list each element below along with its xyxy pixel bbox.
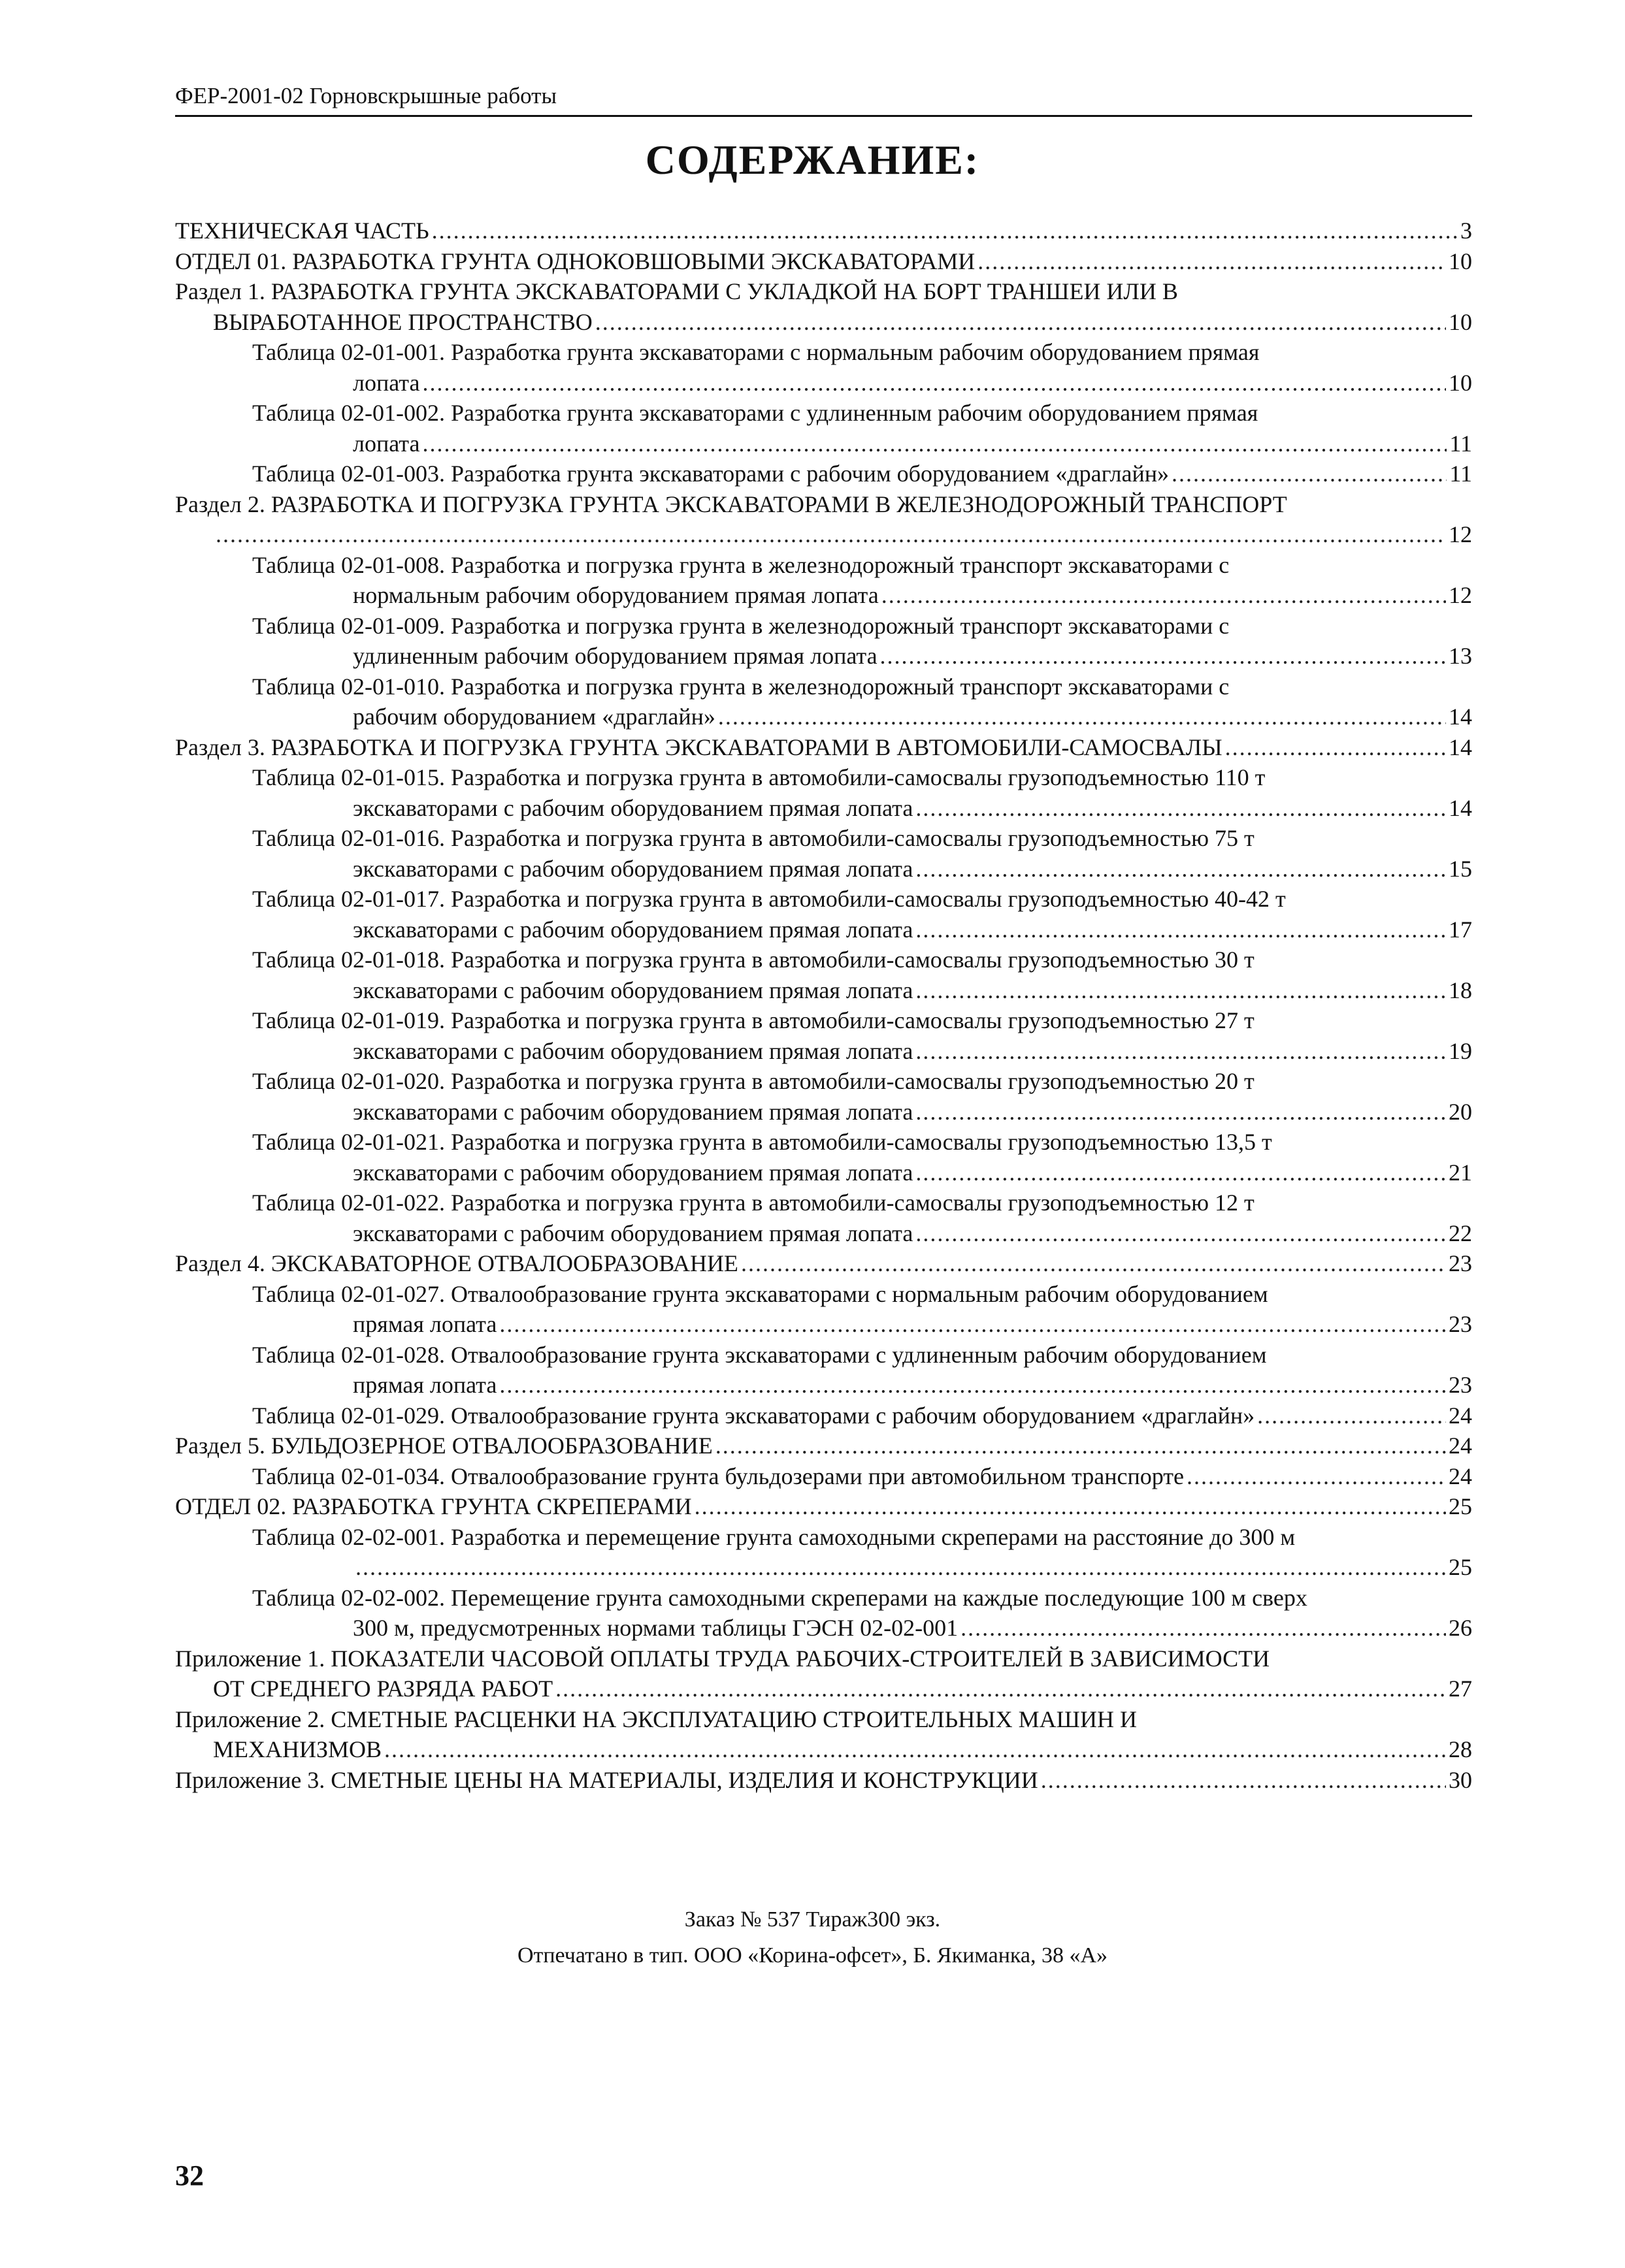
toc-page-number: 27 — [1449, 1676, 1472, 1702]
toc-page-number: 23 — [1449, 1250, 1472, 1276]
toc-entry-text: Таблица 02-01-020. Разработка и погрузка грунта в автомобили-самосвалы грузоподъемностью 20 т — [252, 1068, 1255, 1094]
toc-table-entry — [175, 945, 1472, 1005]
toc-table-entry — [175, 1461, 1472, 1492]
toc-entry-text: Таблица 02-01-019. Разработка и погрузка грунта в автомобили-самосвалы грузоподъемностью 27 т — [252, 1007, 1255, 1033]
toc-entry-text: экскаваторами с рабочим оборудованием прямая лопата — [353, 855, 913, 882]
toc-entry-text: Таблица 02-01-009. Разработка и погрузка грунта в железнодорожный транспорт экскаваторами с — [252, 612, 1230, 639]
toc-entry-text: Приложение 2. СМЕТНЫЕ РАСЦЕНКИ НА ЭКСПЛУАТАЦИЮ СТРОИТЕЛЬНЫХ МАШИН И — [175, 1706, 1137, 1732]
toc-entry-text: Таблица 02-01-016. Разработка и погрузка грунта в автомобили-самосвалы грузоподъемностью 75 т — [252, 825, 1255, 851]
dot-leader — [1172, 459, 1447, 489]
toc-entry-text: ОТДЕЛ 02. РАЗРАБОТКА ГРУНТА СКРЕПЕРАМИ — [175, 1493, 692, 1519]
toc-table-entry — [175, 1005, 1472, 1066]
dot-leader — [915, 915, 1446, 945]
toc-page-number: 12 — [1449, 582, 1472, 608]
toc-page-number: 10 — [1449, 369, 1472, 396]
toc-page-number: 24 — [1449, 1402, 1472, 1429]
dot-leader — [915, 1036, 1446, 1067]
toc-entry-text: экскаваторами с рабочим оборудованием прямая лопата — [353, 977, 913, 1003]
toc-entry-text: Раздел 2. РАЗРАБОТКА И ПОГРУЗКА ГРУНТА ЭКСКАВАТОРАМИ В ЖЕЛЕЗНОДОРОЖНЫЙ ТРАНСПОРТ — [175, 491, 1287, 517]
table-of-contents — [175, 216, 1472, 1795]
toc-page-number: 10 — [1449, 308, 1472, 335]
toc-page-number: 21 — [1449, 1159, 1472, 1186]
page-title: СОДЕРЖАНИЕ: — [645, 137, 980, 183]
toc-table-entry — [175, 884, 1472, 945]
toc-table-entry — [175, 1401, 1472, 1431]
running-header: ФЕР-2001-02 Горновскрышные работы — [175, 77, 1472, 117]
dot-leader — [715, 1431, 1446, 1461]
toc-section-entry — [175, 1431, 1472, 1461]
toc-page-number: 14 — [1449, 704, 1472, 730]
toc-table-entry — [175, 459, 1472, 489]
toc-page-number: 14 — [1449, 734, 1472, 760]
toc-table-entry — [175, 1522, 1472, 1583]
toc-section-entry — [175, 489, 1472, 550]
toc-section-entry — [175, 1765, 1472, 1796]
toc-entry-text: 300 м, предусмотренных нормами таблицы ГЭСН 02-02-001 — [353, 1615, 959, 1641]
dot-leader — [1225, 732, 1446, 763]
toc-table-entry — [175, 1188, 1472, 1248]
dot-leader — [960, 1613, 1446, 1644]
toc-table-entry — [175, 1583, 1472, 1644]
dot-leader — [355, 1552, 1446, 1583]
toc-page-number: 30 — [1449, 1766, 1472, 1793]
toc-entry-text: удлиненным рабочим оборудованием прямая лопата — [353, 643, 878, 669]
toc-entry-text: Раздел 3. РАЗРАБОТКА И ПОГРУЗКА ГРУНТА ЭКСКАВАТОРАМИ В АВТОМОБИЛИ-САМОСВАЛЫ — [175, 734, 1223, 760]
toc-entry-text: прямая лопата — [353, 1311, 497, 1337]
toc-page-number: 15 — [1449, 855, 1472, 882]
toc-page-number: 26 — [1449, 1615, 1472, 1641]
toc-section-entry — [175, 216, 1472, 246]
toc-entry-text: Таблица 02-01-027. Отвалообразование грунта экскаваторами с нормальным рабочим оборудованием — [252, 1280, 1268, 1307]
toc-entry-text: экскаваторами с рабочим оборудованием прямая лопата — [353, 1159, 913, 1186]
toc-entry-text: Таблица 02-01-008. Разработка и погрузка грунта в железнодорожный транспорт экскаваторами с — [252, 551, 1230, 578]
toc-entry-text: нормальным рабочим оборудованием прямая лопата — [353, 582, 879, 608]
toc-entry-text: экскаваторами с рабочим оборудованием прямая лопата — [353, 794, 913, 821]
toc-table-entry — [175, 1066, 1472, 1127]
dot-leader — [1257, 1401, 1446, 1431]
toc-table-entry — [175, 337, 1472, 398]
dot-leader — [595, 307, 1446, 338]
dot-leader — [718, 702, 1446, 732]
dot-leader — [881, 580, 1446, 611]
toc-page-number: 18 — [1449, 977, 1472, 1003]
toc-entry-text: Таблица 02-02-002. Перемещение грунта самоходными скреперами на каждые последующие 100 м сверх — [252, 1584, 1307, 1611]
toc-entry-text: экскаваторами с рабочим оборудованием прямая лопата — [353, 916, 913, 943]
toc-page-number: 12 — [1449, 521, 1472, 547]
toc-page-number: 11 — [1449, 461, 1472, 487]
dot-leader — [915, 1097, 1446, 1127]
toc-page-number: 19 — [1449, 1037, 1472, 1064]
toc-entry-text: Таблица 02-01-034. Отвалообразование грунта бульдозерами при автомобильном транспорте — [252, 1463, 1184, 1489]
page-number: 32 — [175, 2160, 204, 2192]
print-order-info: Заказ № 537 Тираж300 экз. — [684, 1907, 941, 1932]
dot-leader — [384, 1734, 1446, 1765]
toc-page-number: 25 — [1449, 1493, 1472, 1519]
toc-entry-text: Таблица 02-01-028. Отвалообразование грунта экскаваторами с удлиненным рабочим оборудованием — [252, 1341, 1267, 1368]
toc-entry-text: ВЫРАБОТАННОЕ ПРОСТРАНСТВО — [213, 308, 593, 335]
toc-entry-text: ОТ СРЕДНЕГО РАЗРЯДА РАБОТ — [213, 1676, 553, 1702]
toc-page-number: 10 — [1449, 248, 1472, 274]
toc-entry-text: Таблица 02-01-001. Разработка грунта экскаваторами с нормальным рабочим оборудованием прямая — [252, 339, 1260, 365]
toc-entry-text: МЕХАНИЗМОВ — [213, 1736, 382, 1762]
dot-leader — [216, 519, 1446, 550]
toc-entry-text: ТЕХНИЧЕСКАЯ ЧАСТЬ — [175, 218, 429, 244]
dot-leader — [741, 1248, 1446, 1279]
toc-entry-text: Таблица 02-01-022. Разработка и погрузка грунта в автомобили-самосвалы грузоподъемностью 12 т — [252, 1190, 1255, 1216]
toc-section-entry — [175, 732, 1472, 763]
toc-entry-text: Таблица 02-01-018. Разработка и погрузка грунта в автомобили-самосвалы грузоподъемностью 30 т — [252, 947, 1255, 973]
toc-page-number: 20 — [1449, 1098, 1472, 1125]
toc-table-entry — [175, 823, 1472, 884]
toc-entry-text: лопата — [353, 369, 420, 396]
toc-entry-text: рабочим оборудованием «драглайн» — [353, 704, 715, 730]
toc-page-number: 17 — [1449, 916, 1472, 943]
toc-page-number: 23 — [1449, 1372, 1472, 1398]
toc-entry-text: прямая лопата — [353, 1372, 497, 1398]
toc-entry-text: экскаваторами с рабочим оборудованием прямая лопата — [353, 1220, 913, 1246]
toc-entry-text: Таблица 02-01-017. Разработка и погрузка грунта в автомобили-самосвалы грузоподъемностью 40-42 т — [252, 886, 1286, 912]
printer-info: Отпечатано в тип. ООО «Корина-офсет», Б. Якиманка, 38 «А» — [517, 1943, 1108, 1968]
toc-entry-text: Раздел 1. РАЗРАБОТКА ГРУНТА ЭКСКАВАТОРАМИ С УКЛАДКОЙ НА БОРТ ТРАНШЕИ ИЛИ В — [175, 278, 1178, 304]
toc-table-entry — [175, 1279, 1472, 1340]
dot-leader — [695, 1491, 1446, 1522]
toc-table-entry — [175, 762, 1472, 823]
toc-page-number: 22 — [1449, 1220, 1472, 1246]
toc-entry-text: лопата — [353, 430, 420, 457]
dot-leader — [915, 975, 1446, 1006]
toc-entry-text: экскаваторами с рабочим оборудованием прямая лопата — [353, 1098, 913, 1125]
toc-table-entry — [175, 1340, 1472, 1401]
toc-table-entry — [175, 672, 1472, 732]
toc-section-entry — [175, 246, 1472, 277]
toc-page-number: 13 — [1449, 643, 1472, 669]
dot-leader — [915, 793, 1446, 824]
dot-leader — [555, 1674, 1446, 1704]
toc-table-entry — [175, 611, 1472, 672]
toc-entry-text: Таблица 02-02-001. Разработка и перемещение грунта самоходными скреперами на расстояние до 300 м — [252, 1523, 1296, 1550]
toc-page-number: 23 — [1449, 1311, 1472, 1337]
dot-leader — [1041, 1765, 1446, 1796]
toc-section-entry — [175, 276, 1472, 337]
toc-entry-text: Приложение 3. СМЕТНЫЕ ЦЕНЫ НА МАТЕРИАЛЫ, ИЗДЕЛИЯ И КОНСТРУКЦИИ — [175, 1766, 1038, 1793]
toc-page-number: 11 — [1449, 430, 1472, 457]
toc-page-number: 14 — [1449, 794, 1472, 821]
toc-section-entry — [175, 1644, 1472, 1704]
dot-leader — [422, 368, 1446, 398]
toc-entry-text: Таблица 02-01-021. Разработка и погрузка грунта в автомобили-самосвалы грузоподъемностью 13,5 т — [252, 1129, 1272, 1155]
dot-leader — [880, 641, 1446, 672]
dot-leader — [915, 1218, 1446, 1249]
toc-section-entry — [175, 1704, 1472, 1765]
toc-page-number: 3 — [1460, 218, 1472, 244]
dot-leader — [915, 854, 1446, 884]
toc-page-number: 28 — [1449, 1736, 1472, 1762]
toc-entry-text: Раздел 4. ЭКСКАВАТОРНОЕ ОТВАЛООБРАЗОВАНИЕ — [175, 1250, 738, 1276]
toc-entry-text: Таблица 02-01-003. Разработка грунта экскаваторами с рабочим оборудованием «драглайн» — [252, 461, 1170, 487]
toc-entry-text: экскаваторами с рабочим оборудованием прямая лопата — [353, 1037, 913, 1064]
toc-section-entry — [175, 1248, 1472, 1279]
dot-leader — [432, 216, 1458, 246]
dot-leader — [499, 1370, 1446, 1401]
toc-table-entry — [175, 398, 1472, 459]
toc-entry-text: ОТДЕЛ 01. РАЗРАБОТКА ГРУНТА ОДНОКОВШОВЫМИ ЭКСКАВАТОРАМИ — [175, 248, 976, 274]
toc-table-entry — [175, 550, 1472, 611]
dot-leader — [977, 246, 1446, 277]
toc-entry-text: Таблица 02-01-002. Разработка грунта экскаваторами с удлиненным рабочим оборудованием прямая — [252, 400, 1258, 426]
toc-section-entry — [175, 1491, 1472, 1522]
toc-entry-text: Таблица 02-01-029. Отвалообразование грунта экскаваторами с рабочим оборудованием «драглайн» — [252, 1402, 1255, 1429]
dot-leader — [915, 1158, 1446, 1188]
toc-table-entry — [175, 1127, 1472, 1188]
toc-page-number: 24 — [1449, 1433, 1472, 1459]
toc-entry-text: Приложение 1. ПОКАЗАТЕЛИ ЧАСОВОЙ ОПЛАТЫ ТРУДА РАБОЧИХ-СТРОИТЕЛЕЙ В ЗАВИСИМОСТИ — [175, 1645, 1270, 1672]
dot-leader — [499, 1309, 1446, 1340]
dot-leader — [1187, 1461, 1446, 1492]
toc-page-number: 24 — [1449, 1463, 1472, 1489]
toc-entry-text: Таблица 02-01-010. Разработка и погрузка грунта в железнодорожный транспорт экскаваторами с — [252, 673, 1230, 700]
dot-leader — [422, 429, 1447, 459]
toc-entry-text: Раздел 5. БУЛЬДОЗЕРНОЕ ОТВАЛООБРАЗОВАНИЕ — [175, 1433, 713, 1459]
toc-page-number: 25 — [1449, 1554, 1472, 1580]
toc-entry-text: Таблица 02-01-015. Разработка и погрузка грунта в автомобили-самосвалы грузоподъемностью 110 т — [252, 764, 1266, 790]
